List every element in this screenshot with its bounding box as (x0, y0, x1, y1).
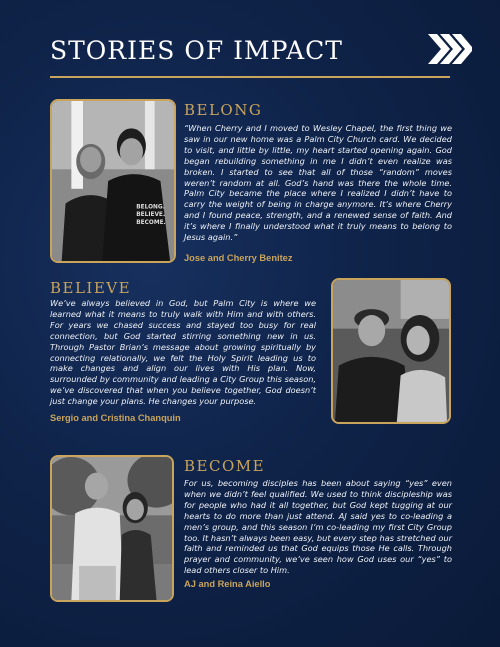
heading-believe: BELIEVE (50, 279, 132, 297)
chevron-logo-icon (428, 34, 472, 64)
heading-belong: BELONG (184, 101, 263, 119)
photo-sergio-cristina (331, 278, 451, 424)
attribution-believe: Sergio and Cristina Chanquin (50, 413, 181, 423)
shirt-text-line-3: BECOME. (136, 219, 166, 226)
page-title: STORIES OF IMPACT (50, 36, 343, 65)
attribution-belong: Jose and Cherry Benitez (184, 253, 293, 263)
attribution-become: AJ and Reina Aiello (184, 579, 271, 589)
shirt-text-line-2: BELIEVE. (136, 212, 166, 219)
photo-jose-cherry (50, 99, 176, 263)
title-divider (50, 76, 450, 78)
story-belong-text: “When Cherry and I moved to Wesley Chapel, the first thing we saw in our new home was a Palm City Church card. We decided to visit, and little by little, my heart started opening again. God began rebuilding something in me I didn’t even realize was broken. I started to see that all of those “random” moves weren’t random at all. God’s hand was there the whole time. Palm City became the place where I realized I didn’t have to carry the weight of being in charge anymore. It’s where Cherry and I found peace, strength, and a renewed sense of faith. And it’s where I finally understood what it truly means to belong to Jesus again.” (184, 123, 452, 243)
photo-aj-reina (50, 455, 174, 602)
story-become-text: For us, becoming disciples has been about saying “yes” even when we didn’t feel qualified. We used to think discipleship was for people who had it all together, but God kept tugging at our hearts to do more than just attend. AJ said yes to co-leading a men’s group, and this season I’m co-leading my first City Group too. It hasn’t always been easy, but every step has stretched our faith and reminded us that God equips those He calls. Through prayer and community, we’ve seen how God uses our “yes” to lead others closer to Him. (184, 478, 452, 576)
heading-become: BECOME (184, 457, 266, 475)
shirt-text-line-1: BELONG. (136, 204, 165, 211)
story-believe-text: We’ve always believed in God, but Palm City is where we learned what it means to truly walk with Him and with others. For years we chased success and stayed too busy for real connection, but God started stirring something new in us. Through Pastor Brian’s message about growing spiritually by connecting relationally, we felt the Holy Spirit leading us to make changes and align our lives with His plan. Now, surrounded by community and leading a City Group this season, we’ve discovered that when you believe together, God doesn’t just change your plans. He changes your purpose. (50, 298, 316, 407)
